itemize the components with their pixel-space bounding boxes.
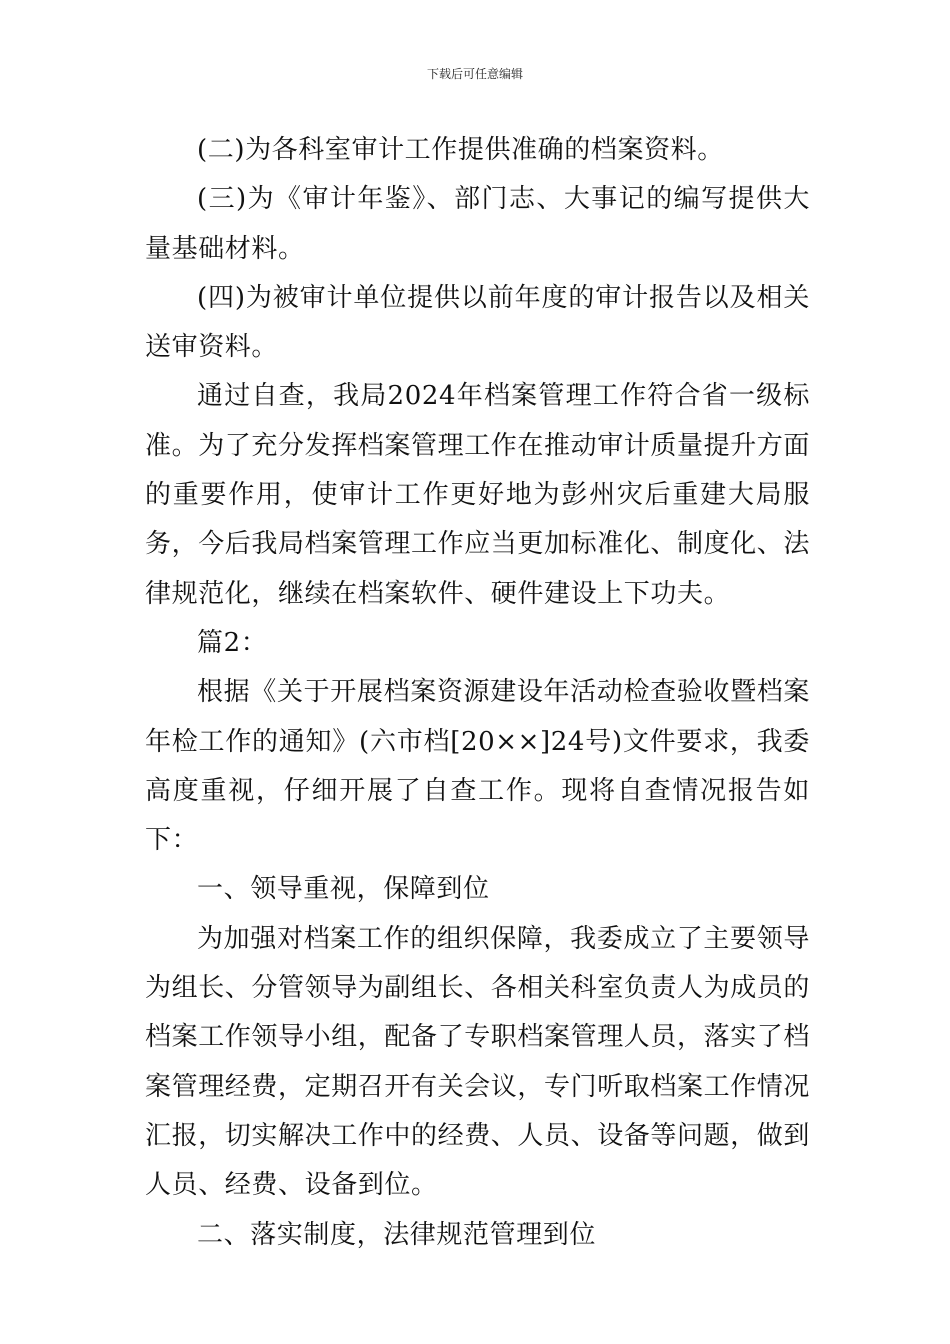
paragraph-2: (二)为各科室审计工作提供准确的档案资料。 [197,135,724,165]
heading-regulations: 二、落实制度，法律规范管理到位 [197,1219,597,1250]
heading-leadership: 一、领导重视，保障到位 [197,874,490,905]
document-body [145,126,810,1260]
paragraph-self-check-conclusion: 通过自查，我局2024年档案管理工作符合省一级标准。为了充分发挥档案管理工作在推动审计质量提升方面的重要作用，使审计工作更好地为彭州灾后重建大局服务，今后我局档案管理工作应当更加标准化、制度化、法律规范化，继续在档案软件、硬件建设上下功夫。 [145,381,811,609]
section-heading-part-2: 篇2： [197,627,268,658]
paragraph-3: (三)为《审计年鉴》、部门志、大事记的编写提供大量基础材料。 [145,184,810,264]
paragraph-notice-basis: 根据《关于开展档案资源建设年活动检查验收暨档案年检工作的通知》(六市档[20××]24号)文件要求，我委高度重视，仔细开展了自查工作。现将自查情况报告如下： [145,677,810,856]
page-header: 下载后可任意编辑 [426,67,523,81]
paragraph-leadership: 为加强对档案工作的组织保障，我委成立了主要领导为组长、分管领导为副组长、各相关科室负责人为成员的档案工作领导小组，配备了专职档案管理人员，落实了档案管理经费，定期召开有关会议，专门听取档案工作情况汇报，切实解决工作中的经费、人员、设备等问题，做到人员、经费、设备到位。 [145,923,811,1201]
paragraph-4: (四)为被审计单位提供以前年度的审计报告以及相关送审资料。 [145,282,810,363]
